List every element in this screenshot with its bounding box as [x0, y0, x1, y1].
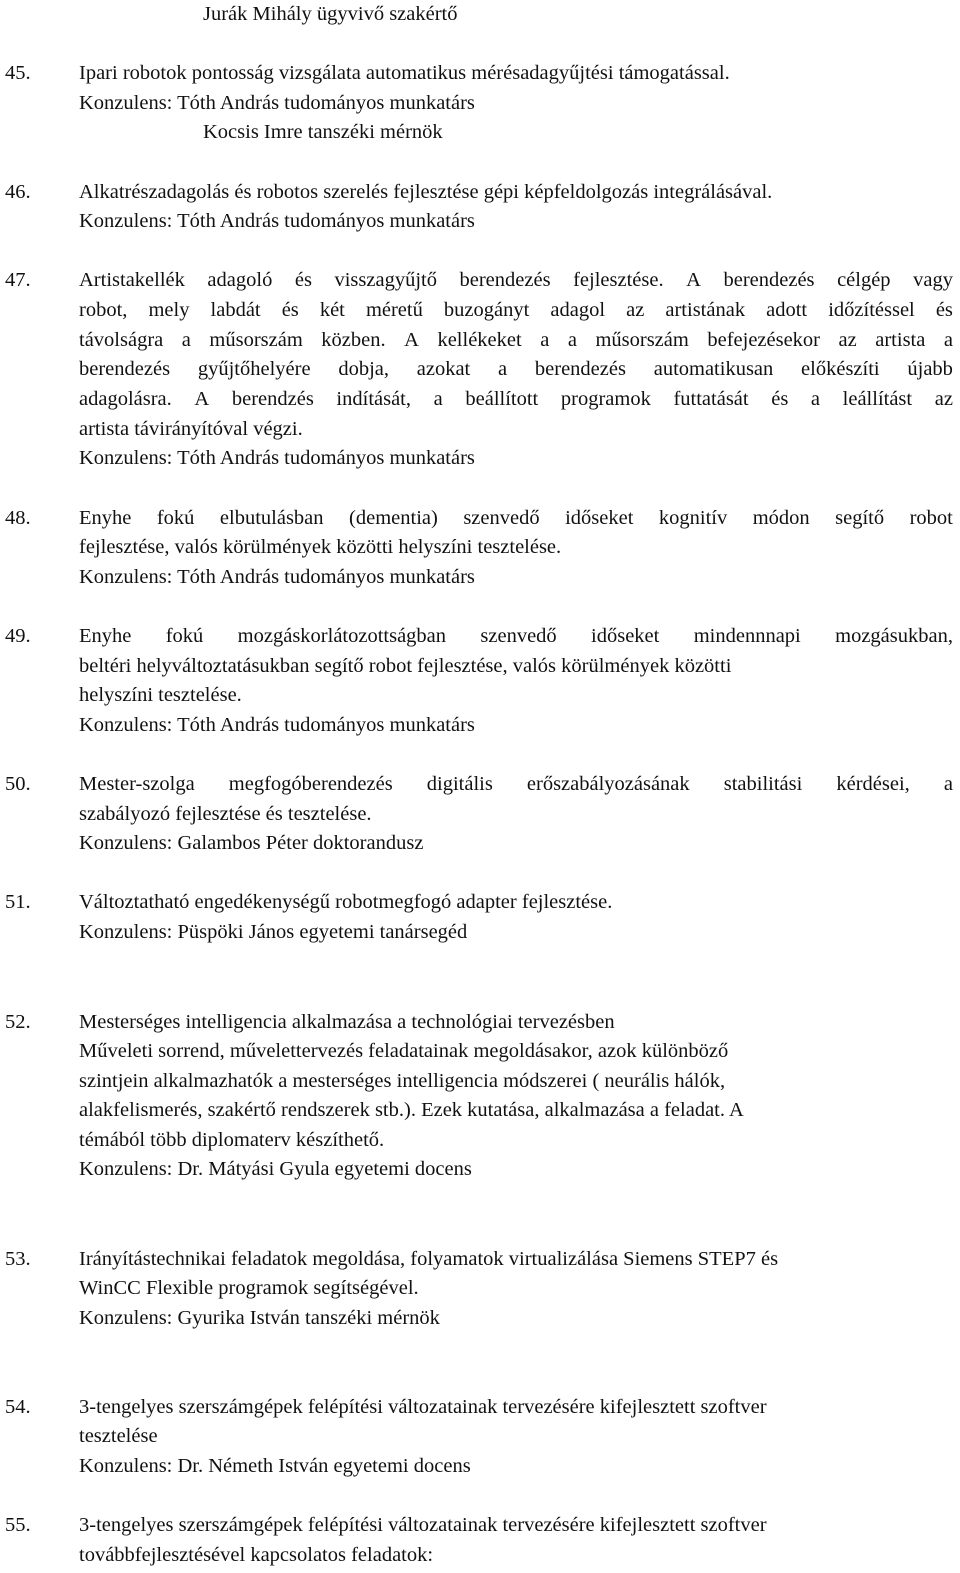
word: Enyhe — [79, 625, 132, 647]
word: célgép — [837, 269, 891, 291]
word: és — [935, 299, 953, 321]
item-45-title: Ipari robotok pontosság vizsgálata automatikus mérésadagyűjtési támogatással. — [79, 62, 730, 84]
item-45-number: 45. — [5, 62, 31, 84]
word: robot, — [79, 299, 128, 321]
item-48-line: fejlesztése, valós körülmények közötti helyszíni tesztelése. — [79, 536, 562, 558]
item-52-consultant: Konzulens: Dr. Mátyási Gyula egyetemi docens — [79, 1158, 472, 1180]
word: A — [404, 329, 419, 351]
word: mozgáskorlátozottságban — [237, 625, 447, 647]
item-53-consultant: Konzulens: Gyurika István tanszéki mérnök — [79, 1307, 440, 1329]
item-53-number: 53. — [5, 1248, 31, 1270]
word: buzogányt — [443, 299, 530, 321]
item-45-consultant-2: Kocsis Imre tanszéki mérnök — [203, 121, 443, 143]
word: leállítást — [842, 388, 913, 410]
word: a — [498, 358, 508, 380]
word: a — [810, 388, 821, 410]
word: A — [686, 269, 701, 291]
word: méretű — [365, 299, 423, 321]
item-48-number: 48. — [5, 507, 31, 529]
word: adagol — [550, 299, 606, 321]
item-50-line — [79, 772, 953, 796]
item-48-consultant: Konzulens: Tóth András tudományos munkatárs — [79, 566, 475, 588]
word: fokú — [156, 507, 195, 529]
word: labdát — [210, 299, 261, 321]
word: (dementia) — [349, 507, 438, 529]
item-48-line — [79, 506, 953, 530]
word: mindennnapi — [693, 625, 801, 647]
word: és — [294, 269, 312, 291]
word: beállított — [465, 388, 539, 410]
word: vagy — [913, 269, 953, 291]
word: artistának — [665, 299, 746, 321]
word: indítását, — [336, 388, 412, 410]
word: berendezés — [723, 269, 815, 291]
word: mely — [148, 299, 190, 321]
item-53-line: WinCC Flexible programok segítségével. — [79, 1277, 419, 1299]
word: azokat — [416, 358, 471, 380]
item-47-line — [79, 298, 953, 322]
word: elbutulásban — [219, 507, 324, 529]
word: fokú — [165, 625, 204, 647]
item-47-line: artista távirányítóval végzi. — [79, 418, 303, 440]
word: kellékeket — [437, 329, 522, 351]
item-49-line — [79, 624, 953, 648]
item-53-line: Irányítástechnikai feladatok megoldása, folyamatok virtualizálása Siemens STEP7 és — [79, 1248, 779, 1270]
word: digitális — [426, 773, 493, 795]
word: kérdései, — [836, 773, 910, 795]
word: visszagyűjtő — [334, 269, 437, 291]
item-47-number: 47. — [5, 269, 31, 291]
item-49-line: beltéri helyváltoztatásukban segítő robot fejlesztése, valós körülmények közötti — [79, 655, 732, 677]
item-49-line: helyszíni tesztelése. — [79, 684, 242, 706]
item-50-number: 50. — [5, 773, 31, 795]
word: mozgásukban, — [835, 625, 953, 647]
item-51-consultant: Konzulens: Püspöki János egyetemi tanársegéd — [79, 921, 468, 943]
word: adagolásra. — [79, 388, 172, 410]
item-49-number: 49. — [5, 625, 31, 647]
word: befejezésekor — [707, 329, 821, 351]
item-52-line: Mesterséges intelligencia alkalmazása a technológiai tervezésben — [79, 1011, 615, 1033]
word: adagoló — [207, 269, 273, 291]
word: berendezés — [459, 269, 551, 291]
word: időzítéssel — [828, 299, 915, 321]
word: műsorszám — [209, 329, 303, 351]
word: robot — [909, 507, 953, 529]
word: az — [934, 388, 953, 410]
item-47-line — [79, 328, 953, 352]
word: szenvedő — [463, 507, 540, 529]
item-45-consultant: Konzulens: Tóth András tudományos munkatárs — [79, 92, 475, 114]
word: műsorszám — [595, 329, 689, 351]
word: adott — [766, 299, 808, 321]
item-47-line — [79, 387, 953, 411]
word: automatikusan — [653, 358, 774, 380]
prev-consultant-continuation: Jurák Mihály ügyvivő szakértő — [203, 3, 458, 25]
word: megfogóberendezés — [228, 773, 393, 795]
item-52-line: Műveleti sorrend, művelettervezés feladatainak megoldásakor, azok különböző — [79, 1040, 729, 1062]
item-54-line: 3-tengelyes szerszámgépek felépítési változatainak tervezésére kifejlesztett szoftver — [79, 1396, 767, 1418]
word: programok — [560, 388, 651, 410]
word: kognitív — [658, 507, 728, 529]
word: és — [771, 388, 789, 410]
word: gyűjtőhelyére — [197, 358, 311, 380]
item-47-line — [79, 357, 953, 381]
word: dobja, — [338, 358, 389, 380]
item-47-consultant: Konzulens: Tóth András tudományos munkatárs — [79, 447, 475, 469]
word: Mester-szolga — [79, 773, 195, 795]
word: két — [319, 299, 345, 321]
item-52-line: szintjein alkalmazhatók a mesterséges intelligencia módszerei ( neurális hálók, — [79, 1070, 726, 1092]
item-50-consultant: Konzulens: Galambos Péter doktorandusz — [79, 832, 424, 854]
item-52-number: 52. — [5, 1011, 31, 1033]
item-55-line: 3-tengelyes szerszámgépek felépítési változatainak tervezésére kifejlesztett szoftver — [79, 1514, 767, 1536]
word: erőszabályozásának — [526, 773, 690, 795]
word: a — [943, 773, 953, 795]
word: előkészíti — [801, 358, 880, 380]
word: futtatását — [673, 388, 749, 410]
word: berendzés — [231, 388, 314, 410]
item-52-line: alakfelismerés, szakértő rendszerek stb.). Ezek kutatása, alkalmazása a feladat. A — [79, 1099, 744, 1121]
word: a — [181, 329, 191, 351]
word: fejlesztése. — [573, 269, 664, 291]
item-49-consultant: Konzulens: Tóth András tudományos munkatárs — [79, 714, 475, 736]
item-55-line: továbbfejlesztésével kapcsolatos feladatok: — [79, 1544, 434, 1566]
word: stabilitási — [723, 773, 803, 795]
word: a — [433, 388, 443, 410]
word: A — [194, 388, 210, 410]
item-46-title: Alkatrészadagolás és robotos szerelés fejlesztése gépi képfeldolgozás integrálásával. — [79, 181, 773, 203]
word: az — [626, 299, 645, 321]
item-51-title: Változtatható engedékenységű robotmegfogó adapter fejlesztése. — [79, 891, 613, 913]
item-55-number: 55. — [5, 1514, 31, 1536]
word: időseket — [565, 507, 634, 529]
word: a — [943, 329, 953, 351]
word: berendezés — [534, 358, 626, 380]
item-47-line — [79, 268, 953, 292]
word: berendezés — [79, 358, 171, 380]
item-46-number: 46. — [5, 181, 31, 203]
word: Enyhe — [79, 507, 132, 529]
word: a — [540, 329, 550, 351]
item-46-consultant: Konzulens: Tóth András tudományos munkatárs — [79, 210, 475, 232]
word: Artistakellék — [79, 269, 185, 291]
word: segítő — [835, 507, 885, 529]
item-54-consultant: Konzulens: Dr. Németh István egyetemi docens — [79, 1455, 471, 1477]
word: módon — [752, 507, 810, 529]
item-50-line: szabályozó fejlesztése és tesztelése. — [79, 803, 372, 825]
word: távolságra — [79, 329, 164, 351]
word: közben. — [321, 329, 386, 351]
word: a — [567, 329, 577, 351]
word: és — [281, 299, 299, 321]
word: időseket — [591, 625, 660, 647]
item-51-number: 51. — [5, 891, 31, 913]
item-54-line: tesztelése — [79, 1425, 158, 1447]
word: újabb — [907, 358, 953, 380]
word: artista — [875, 329, 926, 351]
item-54-number: 54. — [5, 1396, 31, 1418]
word: szenvedő — [480, 625, 557, 647]
item-52-line: témából több diplomaterv készíthető. — [79, 1129, 385, 1151]
word: az — [838, 329, 857, 351]
